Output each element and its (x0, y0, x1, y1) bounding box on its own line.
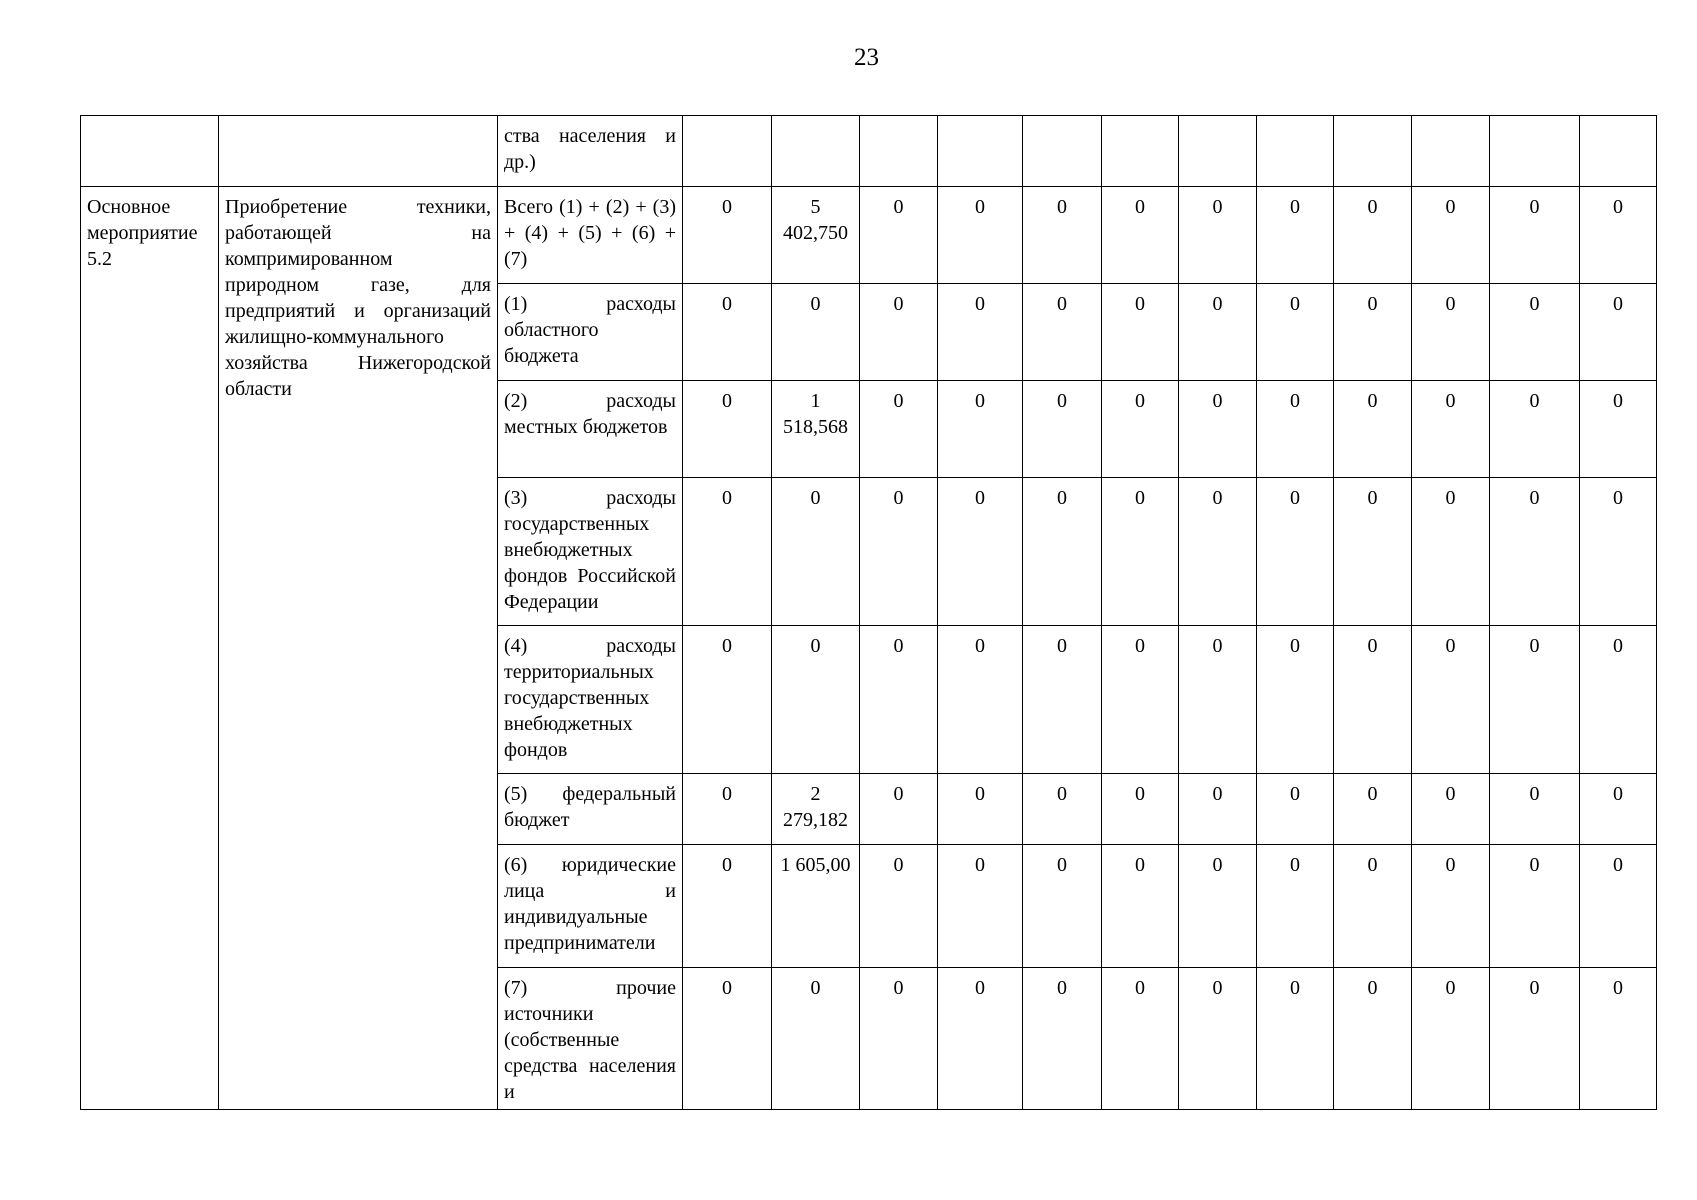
value-cell: 0 (1179, 381, 1257, 478)
value-cell: 0 (1580, 284, 1657, 381)
value-cell: 0 (1023, 187, 1102, 284)
value-cell (1334, 116, 1412, 187)
value-cell: 0 (938, 187, 1023, 284)
value-cell: 0 (938, 845, 1023, 968)
value-cell: 0 (1412, 381, 1490, 478)
page-number: 23 (854, 44, 879, 71)
value-cell: 0 (860, 187, 938, 284)
value-cell: 0 (772, 626, 860, 774)
value-cell: 0 (1179, 478, 1257, 626)
value-cell: 0 (1334, 284, 1412, 381)
value-cell: 0 (1412, 968, 1490, 1110)
value-cell: 0 (1257, 774, 1334, 845)
value-cell (683, 116, 772, 187)
value-cell (1580, 116, 1657, 187)
table-row (81, 116, 1657, 187)
value-cell: 0 (772, 968, 860, 1110)
value-cell: 0 (1023, 284, 1102, 381)
value-cell: 0 (1490, 478, 1580, 626)
value-cell: 0 (1179, 284, 1257, 381)
value-cell: 0 (683, 774, 772, 845)
value-cell: 0 (860, 968, 938, 1110)
value-cell: 0 (1023, 626, 1102, 774)
value-cell: 0 (683, 187, 772, 284)
value-cell: 1 605,00 (772, 845, 860, 968)
value-cell: 0 (938, 968, 1023, 1110)
measure-cell: Основное мероприятие 5.2 (81, 187, 219, 1110)
value-cell (1179, 116, 1257, 187)
value-cell: 2 279,182 (772, 774, 860, 845)
value-cell: 0 (1257, 284, 1334, 381)
value-cell: 0 (1580, 774, 1657, 845)
value-cell: 0 (1023, 968, 1102, 1110)
value-cell: 0 (772, 478, 860, 626)
value-cell: 0 (1412, 774, 1490, 845)
value-cell: 0 (860, 626, 938, 774)
value-cell (1023, 116, 1102, 187)
value-cell: 0 (938, 381, 1023, 478)
funding-source-cell: Всего (1) + (2) + (3) + (4) + (5) + (6) + (7) (498, 187, 683, 284)
value-cell: 0 (1102, 187, 1179, 284)
value-cell: 0 (1257, 968, 1334, 1110)
value-cell: 0 (1490, 284, 1580, 381)
value-cell: 0 (1334, 845, 1412, 968)
value-cell: 0 (683, 381, 772, 478)
value-cell: 0 (683, 284, 772, 381)
value-cell: 0 (1179, 187, 1257, 284)
value-cell: 0 (1580, 381, 1657, 478)
value-cell: 0 (1257, 381, 1334, 478)
value-cell: 0 (860, 381, 938, 478)
value-cell: 0 (1102, 381, 1179, 478)
value-cell: 0 (1179, 968, 1257, 1110)
value-cell: 0 (1580, 626, 1657, 774)
value-cell: 0 (1257, 478, 1334, 626)
funding-source-cell: (1) расходы областного бюджета (498, 284, 683, 381)
value-cell: 0 (860, 774, 938, 845)
value-cell: 0 (1490, 381, 1580, 478)
value-cell: 0 (1102, 845, 1179, 968)
value-cell: 0 (1023, 478, 1102, 626)
funding-source-cell: (3) расходы государственных внебюджетных фондов Российской Федерации (498, 478, 683, 626)
value-cell: 0 (938, 626, 1023, 774)
value-cell: 0 (1334, 381, 1412, 478)
value-cell: 5 402,750 (772, 187, 860, 284)
value-cell: 0 (683, 478, 772, 626)
table-row (81, 187, 1657, 284)
value-cell: 0 (1580, 845, 1657, 968)
funding-source-cell: (2) расходы местных бюджетов (498, 381, 683, 478)
value-cell: 0 (1490, 187, 1580, 284)
value-cell: 0 (1580, 968, 1657, 1110)
value-cell: 0 (1257, 845, 1334, 968)
value-cell: 0 (938, 478, 1023, 626)
value-cell (1490, 116, 1580, 187)
value-cell: 0 (1580, 187, 1657, 284)
value-cell: 0 (860, 284, 938, 381)
value-cell (1257, 116, 1334, 187)
value-cell: 0 (1257, 626, 1334, 774)
funding-source-cell: ства населения и др.) (498, 116, 683, 187)
value-cell: 0 (1412, 187, 1490, 284)
value-cell: 0 (1179, 774, 1257, 845)
value-cell: 0 (683, 845, 772, 968)
value-cell: 0 (1102, 478, 1179, 626)
table-body (81, 116, 1657, 1110)
value-cell: 0 (1257, 187, 1334, 284)
value-cell: 0 (1490, 968, 1580, 1110)
value-cell: 0 (1490, 626, 1580, 774)
value-cell: 0 (1490, 845, 1580, 968)
funding-source-cell: (4) расходы территориальных государственных внебюджетных фондов (498, 626, 683, 774)
value-cell: 0 (1102, 774, 1179, 845)
value-cell: 0 (1102, 626, 1179, 774)
value-cell (860, 116, 938, 187)
value-cell: 0 (1490, 774, 1580, 845)
description-cell (219, 116, 498, 187)
funding-source-cell: (7) прочие источники (собственные средства населения и (498, 968, 683, 1110)
value-cell: 0 (1023, 774, 1102, 845)
value-cell: 0 (938, 284, 1023, 381)
value-cell: 0 (1412, 478, 1490, 626)
value-cell: 0 (1179, 626, 1257, 774)
value-cell: 0 (683, 968, 772, 1110)
value-cell: 0 (772, 284, 860, 381)
funding-source-cell: (6) юридические лица и индивидуальные предприниматели (498, 845, 683, 968)
value-cell: 0 (1334, 626, 1412, 774)
value-cell: 0 (683, 626, 772, 774)
value-cell: 0 (1102, 284, 1179, 381)
value-cell: 0 (1412, 845, 1490, 968)
value-cell: 0 (1334, 774, 1412, 845)
value-cell (772, 116, 860, 187)
value-cell: 0 (1334, 478, 1412, 626)
value-cell: 0 (1412, 284, 1490, 381)
value-cell: 0 (860, 845, 938, 968)
value-cell: 0 (1023, 381, 1102, 478)
value-cell (1412, 116, 1490, 187)
value-cell (1102, 116, 1179, 187)
funding-source-cell: (5) федеральный бюджет (498, 774, 683, 845)
value-cell (938, 116, 1023, 187)
value-cell: 1 518,568 (772, 381, 860, 478)
value-cell: 0 (860, 478, 938, 626)
value-cell: 0 (1334, 187, 1412, 284)
value-cell: 0 (938, 774, 1023, 845)
value-cell: 0 (1023, 845, 1102, 968)
value-cell: 0 (1412, 626, 1490, 774)
value-cell: 0 (1580, 478, 1657, 626)
description-cell: Приобретение техники, работающей на компримированном природном газе, для предприятий и организаций жилищно-коммунального хозяйства Нижегородской области (219, 187, 498, 1110)
value-cell: 0 (1334, 968, 1412, 1110)
measure-cell (81, 116, 219, 187)
budget-table (80, 115, 1657, 1110)
value-cell: 0 (1179, 845, 1257, 968)
value-cell: 0 (1102, 968, 1179, 1110)
